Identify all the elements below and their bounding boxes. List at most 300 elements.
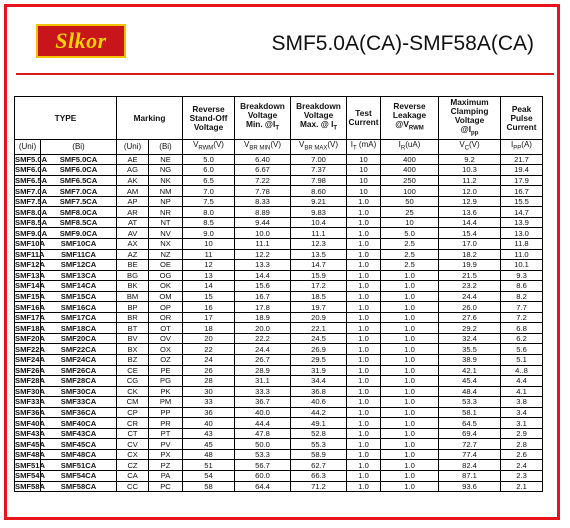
table-header-row: [15, 97, 543, 140]
cell-vrwm: 24: [183, 354, 235, 365]
cell-clamping: 72.7: [439, 439, 501, 450]
cell-vbr-max: 19.7: [291, 302, 347, 313]
cell-vbr-min: 8.89: [235, 207, 291, 218]
table-row: [15, 439, 543, 450]
table-row: [15, 397, 543, 408]
cell-type-bi: SMF33CA: [41, 397, 117, 408]
cell-vbr-max: 20.9: [291, 312, 347, 323]
cell-leakage: 5.0: [381, 228, 439, 239]
col-marking: Marking: [117, 97, 183, 140]
cell-vbr-min: 36.7: [235, 397, 291, 408]
col-clamping: Maximum Clamping Voltage $@I_{pp}$: [439, 97, 501, 140]
cell-leakage: 400: [381, 154, 439, 165]
table-row: [15, 418, 543, 429]
cell-test-current: 1.0: [347, 376, 381, 387]
cell-marking-bi: PX: [149, 449, 183, 460]
cell-vrwm: 54: [183, 471, 235, 482]
cell-type-uni: SMF8.0A: [15, 207, 48, 217]
cell-type-bi: SMF8.0CA: [41, 207, 117, 218]
unit-vrwm: $V_{RWM}(V)$: [183, 140, 235, 155]
cell-leakage: 100: [381, 186, 439, 197]
cell-type-uni: SMF6.0A: [15, 165, 48, 175]
cell-marking-bi: OX: [149, 344, 183, 355]
cell-clamping: 42.1: [439, 365, 501, 376]
cell-type-bi: SMF14CA: [41, 281, 117, 292]
cell-test-current: 1.0: [347, 365, 381, 376]
cell-vbr-max: 44.2: [291, 407, 347, 418]
table-row: [15, 365, 543, 376]
cell-type-bi: SMF15CA: [41, 291, 117, 302]
cell-test-current: 1.0: [347, 270, 381, 281]
cell-peak-current: 5.6: [501, 344, 543, 355]
cell-type-uni: SMF33A: [15, 397, 45, 407]
unit-bi: (Bi): [41, 140, 117, 155]
cell-test-current: 10: [347, 186, 381, 197]
cell-marking-bi: NP: [149, 196, 183, 207]
cell-vbr-min: 7.22: [235, 175, 291, 186]
cell-marking-uni: BE: [117, 260, 149, 271]
cell-marking-bi: NV: [149, 228, 183, 239]
cell-type-bi: SMF24CA: [41, 354, 117, 365]
col-leakage: Reverse Leakage $@V_{RWM}$: [381, 97, 439, 140]
cell-marking-uni: CX: [117, 449, 149, 460]
cell-clamping: 27.6: [439, 312, 501, 323]
cell-marking-uni: AP: [117, 196, 149, 207]
cell-vbr-max: 9.83: [291, 207, 347, 218]
cell-test-current: 1.0: [347, 354, 381, 365]
cell-clamping: 19.9: [439, 260, 501, 271]
cell-type-bi: SMF9.0CA: [41, 228, 117, 239]
table-row: [15, 460, 543, 471]
cell-test-current: 1.0: [347, 333, 381, 344]
cell-peak-current: 13.0: [501, 228, 543, 239]
cell-type-bi: SMF20CA: [41, 333, 117, 344]
cell-leakage: 1.0: [381, 418, 439, 429]
cell-marking-bi: PP: [149, 407, 183, 418]
cell-clamping: 32.4: [439, 333, 501, 344]
cell-type-uni: SMF12A: [15, 260, 45, 270]
cell-type-bi: SMF22CA: [41, 344, 117, 355]
cell-vbr-max: 7.00: [291, 154, 347, 165]
cell-leakage: 1.0: [381, 460, 439, 471]
cell-test-current: 1.0: [347, 344, 381, 355]
cell-vbr-min: 31.1: [235, 376, 291, 387]
cell-vrwm: 16: [183, 302, 235, 313]
cell-type-uni: SMF15A: [15, 291, 45, 301]
cell-marking-uni: BX: [117, 344, 149, 355]
cell-peak-current: 3.1: [501, 418, 543, 429]
cell-type-uni: SMF5.0A: [15, 154, 48, 164]
cell-marking-uni: BK: [117, 281, 149, 292]
cell-clamping: 17.0: [439, 238, 501, 249]
cell-leakage: 10: [381, 217, 439, 228]
cell-vbr-max: 31.9: [291, 365, 347, 376]
cell-test-current: 1.0: [347, 428, 381, 439]
cell-leakage: 1.0: [381, 428, 439, 439]
cell-vbr-max: 40.6: [291, 397, 347, 408]
cell-test-current: 1.0: [347, 460, 381, 471]
cell-marking-bi: PV: [149, 439, 183, 450]
table-row: [15, 291, 543, 302]
unit-ipp: $I_{PP}(A)$: [501, 140, 543, 155]
cell-test-current: 1.0: [347, 291, 381, 302]
cell-peak-current: 2.6: [501, 449, 543, 460]
cell-marking-bi: NE: [149, 154, 183, 165]
table-row: [15, 196, 543, 207]
cell-vbr-max: 29.5: [291, 354, 347, 365]
cell-vbr-min: 8.33: [235, 196, 291, 207]
table-row: [15, 238, 543, 249]
cell-vbr-min: 10.0: [235, 228, 291, 239]
cell-peak-current: 3.8: [501, 397, 543, 408]
cell-vbr-max: 7.98: [291, 175, 347, 186]
cell-test-current: 1.0: [347, 407, 381, 418]
cell-type-uni: SMF54A: [15, 471, 45, 481]
cell-peak-current: 8.2: [501, 291, 543, 302]
cell-clamping: 26.0: [439, 302, 501, 313]
cell-vrwm: 13: [183, 270, 235, 281]
cell-vrwm: 12: [183, 260, 235, 271]
table-row: [15, 407, 543, 418]
cell-vrwm: 58: [183, 481, 235, 492]
cell-type-bi: SMF7.0CA: [41, 186, 117, 197]
cell-clamping: 82.4: [439, 460, 501, 471]
brand-logo-text: Slkor: [55, 28, 107, 53]
cell-vbr-min: 40.0: [235, 407, 291, 418]
cell-vbr-min: 14.4: [235, 270, 291, 281]
cell-type-bi: SMF10CA: [41, 238, 117, 249]
cell-test-current: 10: [347, 175, 381, 186]
cell-type-bi: SMF5.0CA: [41, 154, 117, 165]
cell-type-uni: SMF26A: [15, 365, 45, 375]
table-row: [15, 154, 543, 165]
cell-vrwm: 26: [183, 365, 235, 376]
cell-test-current: 1.0: [347, 238, 381, 249]
cell-vrwm: 10: [183, 238, 235, 249]
table-row: [15, 217, 543, 228]
cell-type-bi: SMF18CA: [41, 323, 117, 334]
cell-marking-uni: BV: [117, 333, 149, 344]
cell-test-current: 1.0: [347, 249, 381, 260]
cell-vbr-min: 26.7: [235, 354, 291, 365]
cell-type-bi: SMF36CA: [41, 407, 117, 418]
cell-marking-uni: CA: [117, 471, 149, 482]
cell-leakage: 1.0: [381, 365, 439, 376]
cell-marking-bi: NM: [149, 186, 183, 197]
cell-marking-bi: OT: [149, 323, 183, 334]
cell-type-bi: SMF30CA: [41, 386, 117, 397]
cell-type-uni: SMF28A: [15, 376, 45, 386]
cell-vrwm: 8.5: [183, 217, 235, 228]
cell-vbr-max: 18.5: [291, 291, 347, 302]
cell-vrwm: 5.0: [183, 154, 235, 165]
cell-test-current: 1.0: [347, 323, 381, 334]
cell-clamping: 14.4: [439, 217, 501, 228]
cell-marking-uni: BG: [117, 270, 149, 281]
cell-vbr-min: 47.8: [235, 428, 291, 439]
cell-type-uni: SMF45A: [15, 439, 45, 449]
table-row: [15, 344, 543, 355]
cell-marking-uni: AZ: [117, 249, 149, 260]
cell-marking-bi: OG: [149, 270, 183, 281]
cell-vbr-min: 24.4: [235, 344, 291, 355]
cell-vbr-max: 9.21: [291, 196, 347, 207]
cell-type-uni: SMF24A: [15, 355, 45, 365]
cell-peak-current: 19.4: [501, 165, 543, 176]
cell-clamping: 93.6: [439, 481, 501, 492]
cell-test-current: 1.0: [347, 312, 381, 323]
col-peak-current: Peak Pulse Current: [501, 97, 543, 140]
cell-peak-current: 6.2: [501, 333, 543, 344]
spec-table: [14, 96, 543, 492]
cell-clamping: 21.5: [439, 270, 501, 281]
cell-test-current: 10: [347, 165, 381, 176]
cell-test-current: 1.0: [347, 302, 381, 313]
cell-vrwm: 40: [183, 418, 235, 429]
cell-peak-current: 4..8: [501, 365, 543, 376]
cell-test-current: 1.0: [347, 397, 381, 408]
cell-vbr-min: 6.67: [235, 165, 291, 176]
cell-test-current: 1.0: [347, 260, 381, 271]
cell-peak-current: 5.1: [501, 354, 543, 365]
cell-clamping: 11.2: [439, 175, 501, 186]
unit-ir: $I_R(uA)$: [381, 140, 439, 155]
cell-peak-current: 13.9: [501, 217, 543, 228]
cell-vbr-max: 7.37: [291, 165, 347, 176]
cell-leakage: 1.0: [381, 344, 439, 355]
cell-clamping: 35.5: [439, 344, 501, 355]
cell-vbr-max: 10.4: [291, 217, 347, 228]
cell-leakage: 25: [381, 207, 439, 218]
cell-type-uni: SMF14A: [15, 281, 45, 291]
cell-marking-bi: OP: [149, 302, 183, 313]
cell-vbr-max: 62.7: [291, 460, 347, 471]
cell-vbr-max: 12.3: [291, 238, 347, 249]
cell-vrwm: 36: [183, 407, 235, 418]
cell-vbr-min: 17.8: [235, 302, 291, 313]
cell-vbr-max: 26.9: [291, 344, 347, 355]
cell-peak-current: 2.4: [501, 460, 543, 471]
cell-clamping: 69.4: [439, 428, 501, 439]
table-row: [15, 260, 543, 271]
header-divider: [16, 73, 554, 75]
cell-clamping: 12.9: [439, 196, 501, 207]
cell-leakage: 1.0: [381, 270, 439, 281]
cell-vbr-max: 36.8: [291, 386, 347, 397]
cell-type-uni: SMF43A: [15, 429, 45, 439]
cell-marking-bi: PT: [149, 428, 183, 439]
spec-table-body: [15, 154, 543, 492]
cell-clamping: 58.1: [439, 407, 501, 418]
cell-test-current: 1.0: [347, 386, 381, 397]
cell-marking-bi: NK: [149, 175, 183, 186]
cell-marking-uni: BP: [117, 302, 149, 313]
cell-leakage: 1.0: [381, 439, 439, 450]
cell-clamping: 53.3: [439, 397, 501, 408]
cell-vbr-min: 53.3: [235, 449, 291, 460]
cell-type-bi: SMF40CA: [41, 418, 117, 429]
cell-type-uni: SMF16A: [15, 302, 45, 312]
cell-test-current: 1.0: [347, 281, 381, 292]
cell-type-bi: SMF48CA: [41, 449, 117, 460]
cell-peak-current: 7.7: [501, 302, 543, 313]
cell-vbr-min: 64.4: [235, 481, 291, 492]
table-row: [15, 249, 543, 260]
cell-type-uni: SMF22A: [15, 344, 45, 354]
cell-type-uni: SMF10A: [15, 239, 45, 249]
cell-vrwm: 15: [183, 291, 235, 302]
table-row: [15, 186, 543, 197]
cell-peak-current: 4.4: [501, 376, 543, 387]
table-row: [15, 481, 543, 492]
cell-clamping: 24.4: [439, 291, 501, 302]
col-vbr-max: Breakdown Voltage Max. @ $I_T$: [291, 97, 347, 140]
cell-type-bi: SMF11CA: [41, 249, 117, 260]
cell-vbr-min: 12.2: [235, 249, 291, 260]
cell-vbr-min: 44.4: [235, 418, 291, 429]
cell-clamping: 12.0: [439, 186, 501, 197]
cell-type-uni: SMF48A: [15, 450, 45, 460]
cell-peak-current: 9.3: [501, 270, 543, 281]
cell-leakage: 50: [381, 196, 439, 207]
cell-test-current: 1.0: [347, 217, 381, 228]
cell-marking-bi: OM: [149, 291, 183, 302]
cell-vrwm: 6.5: [183, 175, 235, 186]
table-row: [15, 270, 543, 281]
cell-vbr-min: 6.40: [235, 154, 291, 165]
cell-leakage: 1.0: [381, 312, 439, 323]
cell-type-uni: SMF40A: [15, 418, 45, 428]
cell-type-uni: SMF17A: [15, 313, 45, 323]
cell-vrwm: 51: [183, 460, 235, 471]
cell-type-bi: SMF13CA: [41, 270, 117, 281]
cell-marking-bi: PR: [149, 418, 183, 429]
cell-leakage: 1.0: [381, 291, 439, 302]
col-standoff: Reverse Stand-Off Voltage: [183, 97, 235, 140]
cell-vbr-max: 8.60: [291, 186, 347, 197]
cell-leakage: 1.0: [381, 354, 439, 365]
cell-vbr-max: 14.7: [291, 260, 347, 271]
cell-type-bi: SMF6.5CA: [41, 175, 117, 186]
cell-marking-bi: PA: [149, 471, 183, 482]
table-row: [15, 354, 543, 365]
cell-test-current: 1.0: [347, 439, 381, 450]
cell-leakage: 1.0: [381, 481, 439, 492]
cell-type-uni: SMF18A: [15, 323, 45, 333]
cell-marking-bi: OK: [149, 281, 183, 292]
cell-vbr-max: 49.1: [291, 418, 347, 429]
cell-type-uni: SMF30A: [15, 386, 45, 396]
cell-marking-bi: PZ: [149, 460, 183, 471]
cell-peak-current: 10.1: [501, 260, 543, 271]
cell-marking-uni: AT: [117, 217, 149, 228]
cell-clamping: 48.4: [439, 386, 501, 397]
unit-vbr-max: $V_{BR MAX}(V)$: [291, 140, 347, 155]
cell-leakage: 400: [381, 165, 439, 176]
cell-marking-bi: OV: [149, 333, 183, 344]
cell-type-uni: SMF8.5A: [15, 218, 48, 228]
cell-marking-uni: CT: [117, 428, 149, 439]
cell-vrwm: 7.5: [183, 196, 235, 207]
cell-vrwm: 22: [183, 344, 235, 355]
cell-type-bi: SMF43CA: [41, 428, 117, 439]
cell-type-uni: SMF36A: [15, 407, 45, 417]
cell-clamping: 23.2: [439, 281, 501, 292]
cell-vbr-min: 60.0: [235, 471, 291, 482]
cell-type-bi: SMF17CA: [41, 312, 117, 323]
cell-leakage: 1.0: [381, 449, 439, 460]
cell-vbr-min: 11.1: [235, 238, 291, 249]
cell-peak-current: 8.6: [501, 281, 543, 292]
cell-vbr-min: 7.78: [235, 186, 291, 197]
cell-type-uni: SMF7.5A: [15, 197, 48, 207]
cell-vrwm: 43: [183, 428, 235, 439]
cell-type-bi: SMF6.0CA: [41, 165, 117, 176]
cell-test-current: 10: [347, 154, 381, 165]
cell-type-uni: SMF51A: [15, 460, 45, 470]
cell-vrwm: 9.0: [183, 228, 235, 239]
cell-test-current: 1.0: [347, 471, 381, 482]
cell-vbr-min: 33.3: [235, 386, 291, 397]
table-units-row: [15, 140, 543, 155]
cell-peak-current: 2.9: [501, 428, 543, 439]
cell-vbr-min: 50.0: [235, 439, 291, 450]
cell-peak-current: 11.8: [501, 238, 543, 249]
table-row: [15, 376, 543, 387]
cell-type-uni: SMF7.0A: [15, 186, 48, 196]
cell-marking-uni: BR: [117, 312, 149, 323]
cell-leakage: 1.0: [381, 281, 439, 292]
cell-type-bi: SMF7.5CA: [41, 196, 117, 207]
cell-leakage: 1.0: [381, 386, 439, 397]
cell-vrwm: 6.0: [183, 165, 235, 176]
cell-vrwm: 7.0: [183, 186, 235, 197]
cell-test-current: 1.0: [347, 228, 381, 239]
unit-marking-uni: (Uni): [117, 140, 149, 155]
cell-marking-uni: CP: [117, 407, 149, 418]
cell-marking-bi: OZ: [149, 354, 183, 365]
table-row: [15, 312, 543, 323]
cell-vbr-max: 58.9: [291, 449, 347, 460]
cell-marking-uni: CV: [117, 439, 149, 450]
table-row: [15, 471, 543, 482]
cell-marking-uni: AE: [117, 154, 149, 165]
table-row: [15, 323, 543, 334]
cell-leakage: 250: [381, 175, 439, 186]
cell-clamping: 18.2: [439, 249, 501, 260]
cell-marking-bi: NT: [149, 217, 183, 228]
cell-type-uni: SMF11A: [15, 249, 45, 259]
cell-type-uni: SMF58A: [15, 481, 45, 491]
cell-vrwm: 33: [183, 397, 235, 408]
cell-vbr-min: 9.44: [235, 217, 291, 228]
cell-peak-current: 3.4: [501, 407, 543, 418]
cell-marking-bi: PE: [149, 365, 183, 376]
cell-type-uni: SMF20A: [15, 334, 45, 344]
cell-leakage: 1.0: [381, 333, 439, 344]
cell-type-bi: SMF54CA: [41, 471, 117, 482]
unit-marking-bi: (Bi): [149, 140, 183, 155]
table-row: [15, 302, 543, 313]
cell-peak-current: 16.7: [501, 186, 543, 197]
cell-type-bi: SMF26CA: [41, 365, 117, 376]
cell-vrwm: 17: [183, 312, 235, 323]
cell-marking-uni: AK: [117, 175, 149, 186]
cell-marking-uni: AM: [117, 186, 149, 197]
cell-type-bi: SMF28CA: [41, 376, 117, 387]
col-type: TYPE: [15, 97, 117, 140]
cell-clamping: 87.1: [439, 471, 501, 482]
